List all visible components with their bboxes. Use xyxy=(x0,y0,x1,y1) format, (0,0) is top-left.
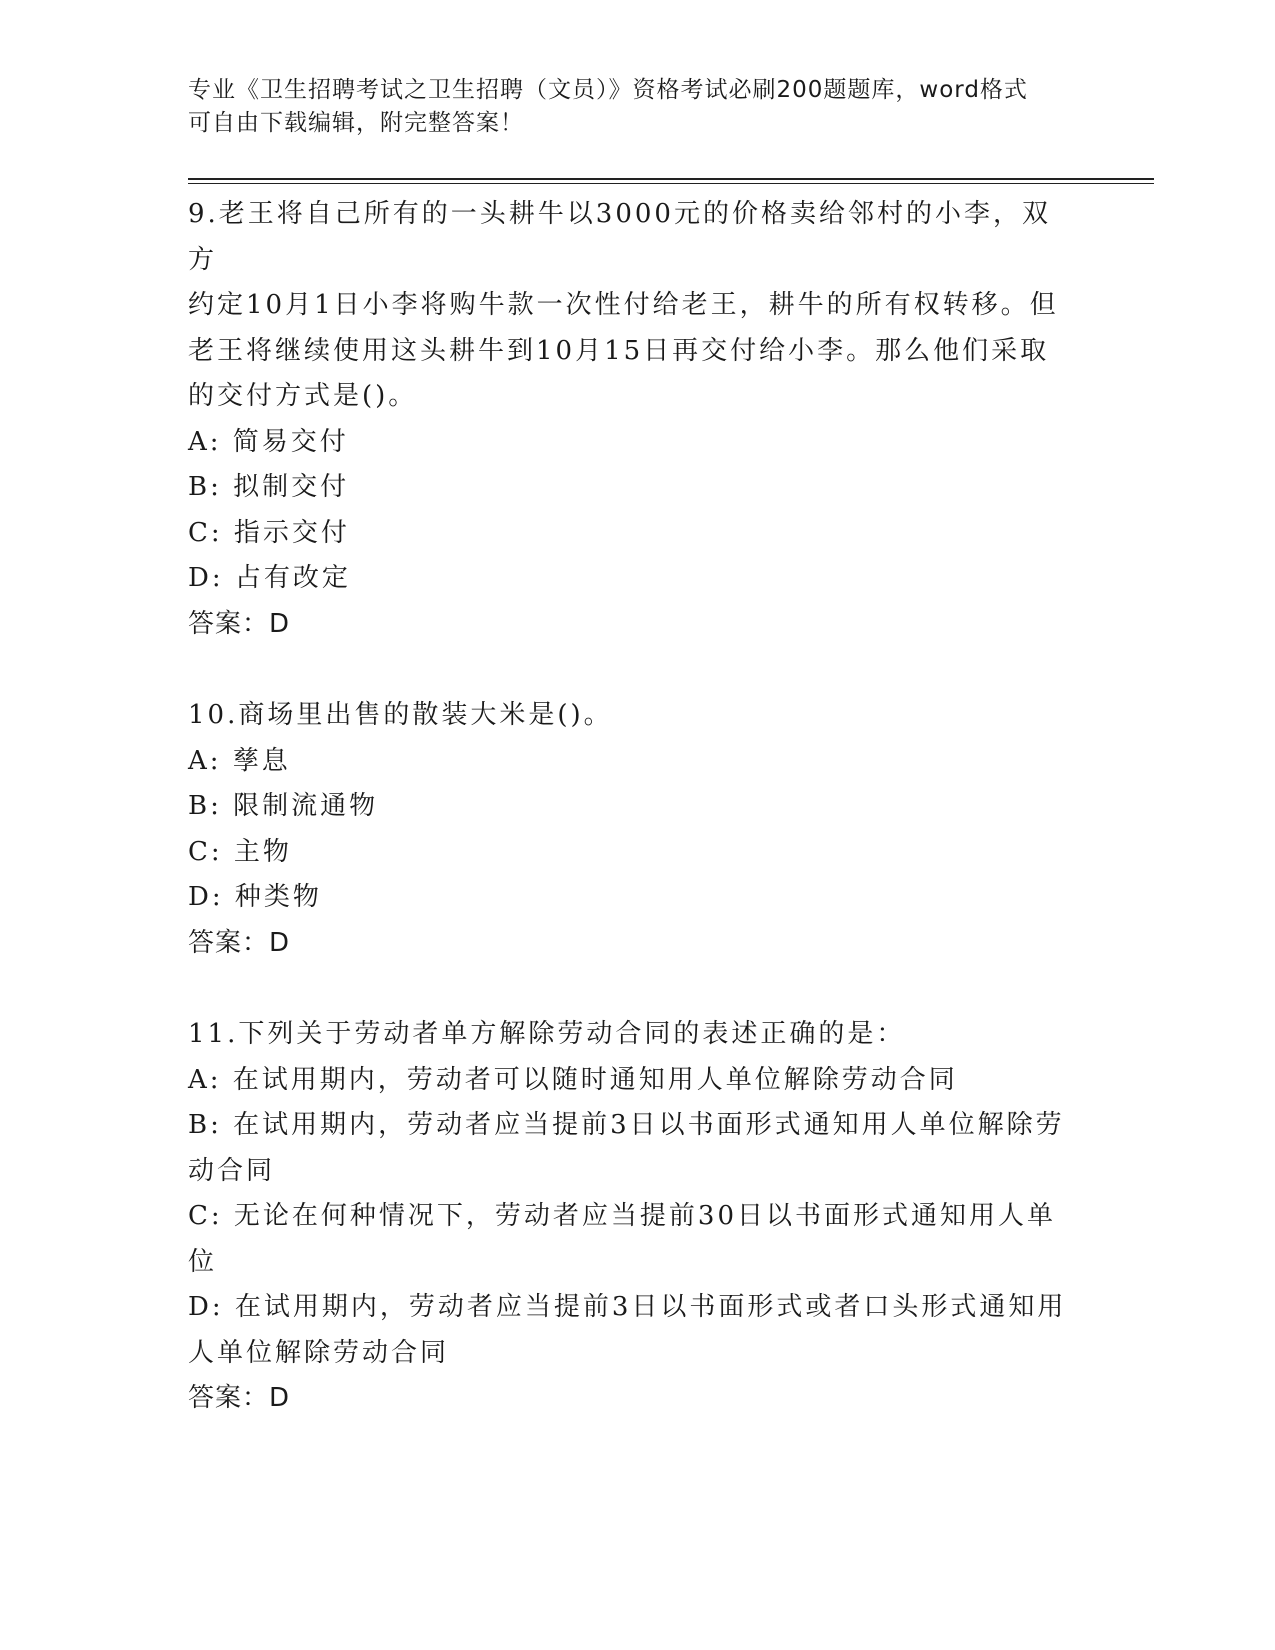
question-11 xyxy=(188,1012,1068,1422)
option-a: A: 在试用期内，劳动者可以随时通知用人单位解除劳动合同 xyxy=(188,1064,958,1095)
header-divider-thick xyxy=(188,178,1154,180)
question-10 xyxy=(188,693,1068,966)
question-9 xyxy=(188,192,1068,647)
answer-line: 答案：D xyxy=(188,608,291,639)
question-text-line: 10.商场里出售的散装大米是()。 xyxy=(188,700,613,730)
option-b: B: 拟制交付 xyxy=(188,472,350,502)
option-b-continued: 动合同 xyxy=(188,1155,276,1186)
header-line-2: 可自由下载编辑，附完整答案！ xyxy=(188,110,524,136)
question-text-line: 11.下列关于劳动者单方解除劳动合同的表述正确的是： xyxy=(188,1019,906,1049)
document-header xyxy=(188,74,1068,140)
option-a: A: 孳息 xyxy=(188,745,291,776)
header-line-1: 专业《卫生招聘考试之卫生招聘（文员）》资格考试必刷200题题库，word格式 xyxy=(188,77,1028,103)
answer-line: 答案：D xyxy=(188,1383,291,1413)
question-spacer xyxy=(188,647,1068,693)
option-d: D: 种类物 xyxy=(188,882,322,912)
question-text-line: 的交付方式是()。 xyxy=(188,381,418,411)
question-spacer xyxy=(188,966,1068,1012)
question-text-line: 约定10月1日小李将购牛款一次性付给老王，耕牛的所有权转移。但 xyxy=(188,290,1059,320)
option-c: C: 指示交付 xyxy=(188,517,350,548)
option-a: A: 简易交付 xyxy=(188,426,349,457)
question-text-line: 9.老王将自己所有的一头耕牛以3000元的价格卖给邻村的小李，双方 xyxy=(188,199,1051,275)
option-b: B: 限制流通物 xyxy=(188,791,379,821)
question-list xyxy=(188,192,1068,1422)
option-c: C: 无论在何种情况下，劳动者应当提前30日以书面形式通知用人单 xyxy=(188,1201,1057,1231)
header-divider-thin xyxy=(188,183,1154,184)
option-d: D: 在试用期内，劳动者应当提前3日以书面形式或者口头形式通知用 xyxy=(188,1292,1067,1322)
question-text-line: 老王将继续使用这头耕牛到10月15日再交付给小李。那么他们采取 xyxy=(188,335,1050,366)
option-c: C: 主物 xyxy=(188,836,292,867)
answer-line: 答案：D xyxy=(188,927,291,958)
option-b: B: 在试用期内，劳动者应当提前3日以书面形式通知用人单位解除劳 xyxy=(188,1110,1065,1140)
option-d-continued: 人单位解除劳动合同 xyxy=(188,1337,450,1368)
option-d: D: 占有改定 xyxy=(188,563,351,593)
option-c-continued: 位 xyxy=(188,1246,218,1277)
